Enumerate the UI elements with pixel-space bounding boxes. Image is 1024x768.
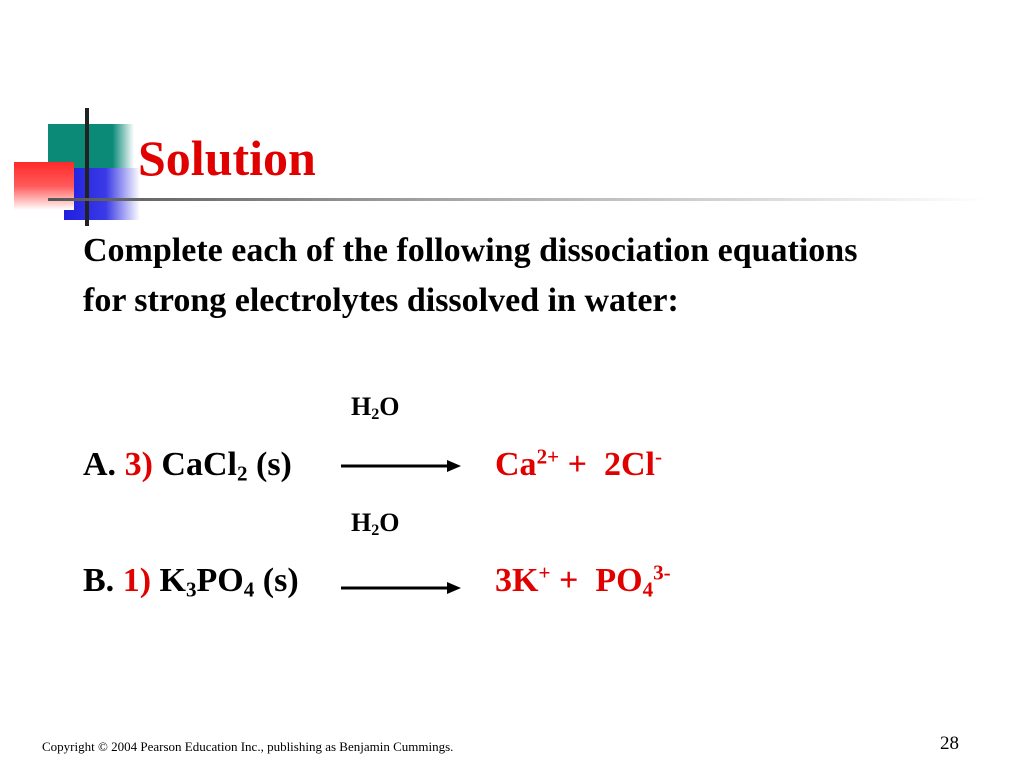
intro-text: Complete each of the following dissociation equations for strong electrolytes dissolved in water: <box>83 232 858 319</box>
red-square <box>14 162 74 210</box>
horizontal-rule <box>48 198 988 201</box>
reaction-arrow-a <box>341 456 461 476</box>
answer-coefficient: 3) <box>124 446 153 483</box>
equation-label: B. <box>83 562 115 599</box>
title-decoration <box>0 0 1024 240</box>
slide-title: Solution <box>138 130 316 186</box>
equation-label: A. <box>83 446 117 483</box>
equation-b-reactant: B. 1) $K_3PO_4$ (s) <box>83 562 299 602</box>
blue-square <box>64 168 140 220</box>
answer-coefficient: 1) <box>122 562 152 599</box>
solvent-label-a: $H_2O$ <box>351 392 400 424</box>
vertical-rule <box>85 108 89 226</box>
equation-a-products: $Ca^{2+} + 2Cl^-$ <box>495 444 663 483</box>
solvent-label-b: $H_2O$ <box>351 508 400 540</box>
equation-b-products: $3K^+ + PO_4^{3-}$ <box>495 560 671 602</box>
copyright-footer: Copyright © 2004 Pearson Education Inc., publishing as Benjamin Cummings. <box>42 739 454 754</box>
page-number: 28 <box>940 733 959 754</box>
equation-a-reactant: A. 3) CaCl$_2$ (s) <box>83 446 292 486</box>
reaction-arrow-b <box>341 578 461 598</box>
